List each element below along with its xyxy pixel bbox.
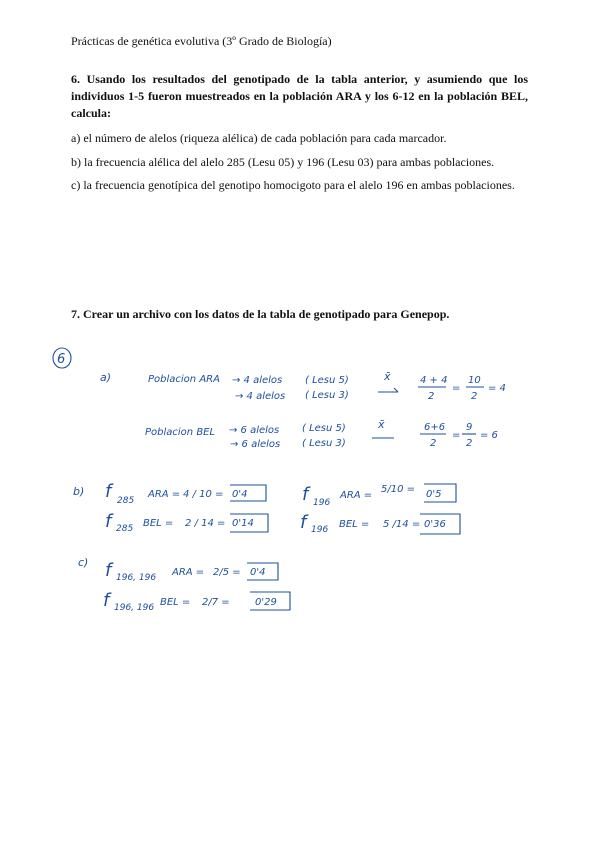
ara-alleles-2: → 4 alelos bbox=[235, 391, 286, 402]
f196-bel-result: 0'36 bbox=[424, 519, 446, 530]
ara-mean-result: = 4 bbox=[488, 383, 506, 394]
svg-text:6: 6 bbox=[57, 352, 66, 367]
f196-ara-result: 0'5 bbox=[426, 489, 442, 500]
svg-text:196, 196: 196, 196 bbox=[114, 603, 155, 613]
handwritten-part-b bbox=[73, 481, 460, 535]
svg-text:ARA =: ARA = bbox=[148, 489, 181, 500]
f285-ara-result: 0'4 bbox=[232, 489, 248, 500]
ara-equals-1: = bbox=[452, 383, 461, 394]
svg-text:f: f bbox=[302, 484, 309, 505]
svg-text:ARA =: ARA = bbox=[172, 567, 205, 578]
svg-text:4 / 10 =: 4 / 10 = bbox=[183, 489, 224, 500]
ara-result-numerator: 10 bbox=[468, 375, 481, 386]
svg-text:196: 196 bbox=[311, 525, 329, 535]
svg-text:5/10 =: 5/10 = bbox=[381, 484, 416, 495]
bel-mean-result: = 6 bbox=[480, 430, 498, 441]
question-7-prompt: 7. Crear un archivo con los datos de la tabla de genotipado para Genepop. bbox=[71, 307, 450, 321]
svg-text:BEL =: BEL = bbox=[160, 597, 191, 608]
svg-text:5 /14 =: 5 /14 = bbox=[383, 519, 421, 530]
svg-text:f: f bbox=[105, 511, 112, 532]
bel-population: Poblacion BEL bbox=[145, 427, 216, 438]
page-header: Prácticas de genética evolutiva (3º Grado de Biología) bbox=[71, 34, 332, 48]
bel-locus-2: ( Lesu 3) bbox=[302, 438, 346, 449]
f196196-bel-result: 0'29 bbox=[255, 597, 277, 608]
svg-text:196, 196: 196, 196 bbox=[116, 573, 157, 583]
bel-calc-numerator: 6+6 bbox=[424, 422, 446, 433]
svg-text:285: 285 bbox=[116, 524, 134, 534]
question-6-option-a: a) el número de alelos (riqueza alélica) de cada población para cada marcador. bbox=[71, 131, 447, 145]
bel-locus-1: ( Lesu 5) bbox=[302, 423, 346, 434]
svg-text:BEL =: BEL = bbox=[339, 519, 370, 530]
bel-calc-denominator: 2 bbox=[430, 438, 437, 449]
question-6-option-b: b) la frecuencia alélica del alelo 285 (Lesu 05) y 196 (Lesu 03) para ambas poblaciones. bbox=[71, 155, 495, 169]
f285-bel-result: 0'14 bbox=[232, 518, 254, 529]
handwritten-part-c bbox=[78, 556, 290, 613]
svg-text:f: f bbox=[300, 512, 307, 533]
ara-locus-2: ( Lesu 3) bbox=[305, 390, 349, 401]
bel-result-numerator: 9 bbox=[466, 422, 473, 433]
svg-text:f: f bbox=[105, 560, 112, 581]
svg-text:2/7 =: 2/7 = bbox=[202, 597, 230, 608]
ara-population: Poblacion ARA bbox=[148, 374, 220, 385]
bel-mean-symbol: x̄ bbox=[378, 418, 385, 431]
bel-result-denominator: 2 bbox=[466, 438, 473, 449]
handwritten-part-a bbox=[100, 370, 506, 450]
ara-calc-denominator: 2 bbox=[428, 391, 435, 402]
question-6-prompt: 6. Usando los resultados del genotipado de la tabla anterior, y asumiendo que los individuos 1-5 fueron muestreados en la población ARA y los 6-12 en la población BEL, calcula: bbox=[71, 72, 528, 120]
ara-mean-symbol: x̄ bbox=[384, 370, 391, 383]
part-b-label: b) bbox=[73, 485, 85, 498]
f196196-ara-result: 0'4 bbox=[250, 567, 266, 578]
ara-locus-1: ( Lesu 5) bbox=[305, 375, 349, 386]
part-c-label: c) bbox=[78, 556, 89, 569]
ara-calc-numerator: 4 + 4 bbox=[420, 375, 448, 386]
svg-text:2 / 14 =: 2 / 14 = bbox=[185, 518, 226, 529]
svg-text:2/5 =: 2/5 = bbox=[213, 567, 241, 578]
bel-equals-1: = bbox=[452, 430, 461, 441]
svg-text:196: 196 bbox=[313, 498, 331, 508]
ara-alleles-1: → 4 alelos bbox=[232, 375, 283, 386]
ara-result-denominator: 2 bbox=[471, 391, 478, 402]
question-6-option-c: c) la frecuencia genotípica del genotipo homocigoto para el alelo 196 en ambas poblaciones. bbox=[71, 178, 515, 192]
svg-text:f: f bbox=[105, 481, 112, 502]
svg-text:285: 285 bbox=[117, 496, 135, 506]
bel-alleles-2: → 6 alelos bbox=[230, 439, 281, 450]
svg-text:BEL =: BEL = bbox=[143, 518, 174, 529]
circled-number bbox=[53, 348, 71, 368]
bel-alleles-1: → 6 alelos bbox=[229, 425, 280, 436]
svg-text:ARA =: ARA = bbox=[340, 490, 373, 501]
svg-text:f: f bbox=[103, 590, 110, 611]
part-a-label: a) bbox=[100, 371, 112, 384]
